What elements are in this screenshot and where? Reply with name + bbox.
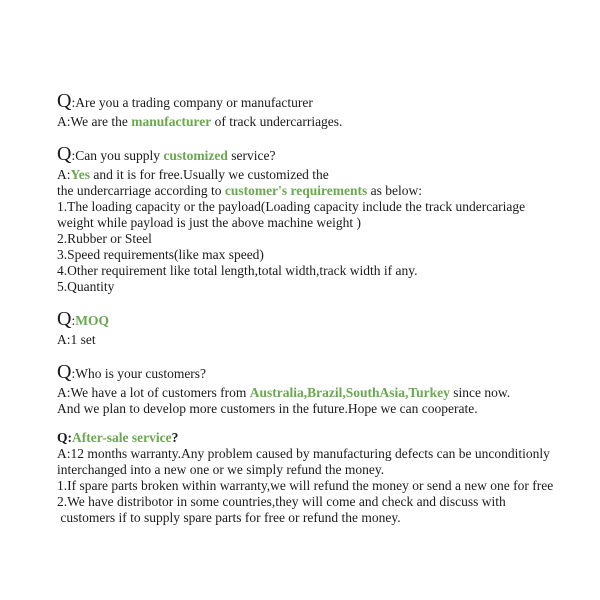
- faq-section: [57, 430, 562, 526]
- big-q-letter: Q: [57, 361, 72, 383]
- faq-answer-line: [57, 478, 562, 494]
- faq-section: [57, 361, 562, 417]
- faq-answer-line: [57, 215, 562, 231]
- faq-answer-line: [57, 231, 562, 247]
- faq-answer-line: [57, 385, 562, 401]
- text-segment: :Who is your customers?: [71, 366, 207, 381]
- text-segment: A:12 months warranty.Any problem caused by manufacturing defects can be unconditionly: [57, 446, 550, 461]
- text-segment: since now.: [449, 385, 511, 400]
- text-segment: and it is for free.Usually we customized the: [90, 167, 329, 182]
- text-segment: customers if to supply spare parts for free or refund the money.: [57, 510, 401, 525]
- faq-question-line: [57, 308, 562, 332]
- highlighted-text: customer's requirements: [224, 183, 368, 198]
- text-segment: the undercarriage according to: [57, 183, 225, 198]
- faq-answer-line: [57, 114, 562, 130]
- text-segment: service?: [227, 148, 276, 163]
- faq-section: [57, 308, 562, 348]
- faq-answer-line: [57, 510, 562, 526]
- faq-answer-line: [57, 446, 562, 462]
- faq-question-line: [57, 430, 562, 446]
- text-segment: A:1 set: [57, 332, 96, 347]
- faq-answer-line: [57, 199, 562, 215]
- faq-question-line: [57, 143, 562, 167]
- faq-answer-line: [57, 332, 562, 348]
- faq-question-line: [57, 90, 562, 114]
- highlighted-text: manufacturer: [131, 114, 212, 129]
- faq-answer-line: [57, 279, 562, 295]
- text-segment: weight while payload is just the above machine weight ): [57, 215, 362, 230]
- text-segment: 1.The loading capacity or the payload(Loading capacity include the track undercariage: [57, 199, 526, 214]
- text-segment: of track undercarriages.: [211, 114, 343, 129]
- faq-section: [57, 143, 562, 295]
- text-segment: interchanged into a new one or we simply refund the money.: [57, 462, 385, 477]
- text-segment: 1.If spare parts broken within warranty,we will refund the money or send a new one for free: [57, 478, 554, 493]
- text-segment: :Can you supply: [71, 148, 164, 163]
- highlighted-text: Australia,Brazil,SouthAsia,Turkey: [249, 385, 450, 400]
- faq-answer-line: [57, 263, 562, 279]
- faq-answer-line: [57, 167, 562, 183]
- highlighted-text: After-sale service: [72, 430, 172, 445]
- faq-answer-line: [57, 247, 562, 263]
- text-segment: A:: [57, 167, 71, 182]
- faq-answer-line: [57, 401, 562, 417]
- text-segment: :: [71, 313, 76, 328]
- text-segment: 5.Quantity: [57, 279, 115, 294]
- text-segment: :Are you a trading company or manufacturer: [71, 95, 313, 110]
- text-segment: And we plan to develop more customers in the future.Hope we can cooperate.: [57, 401, 478, 416]
- bold-text: Q:: [57, 430, 72, 445]
- text-segment: A:We have a lot of customers from: [57, 385, 250, 400]
- big-q-letter: Q: [57, 308, 72, 330]
- highlighted-text: customized: [163, 148, 228, 163]
- text-segment: 3.Speed requirements(like max speed): [57, 247, 264, 262]
- faq-question-line: [57, 361, 562, 385]
- faq-answer-line: [57, 494, 562, 510]
- highlighted-text: MOQ: [75, 313, 109, 328]
- faq-section: [57, 90, 562, 130]
- big-q-letter: Q: [57, 90, 72, 112]
- text-segment: 2.We have distribotor in some countries,they will come and check and discuss with: [57, 494, 506, 509]
- text-segment: 4.Other requirement like total length,total width,track width if any.: [57, 263, 418, 278]
- bold-text: ?: [171, 430, 179, 445]
- text-segment: A:We are the: [57, 114, 132, 129]
- highlighted-text: Yes: [70, 167, 90, 182]
- faq-answer-line: [57, 183, 562, 199]
- text-segment: as below:: [367, 183, 423, 198]
- text-segment: 2.Rubber or Steel: [57, 231, 152, 246]
- faq-list: [57, 90, 562, 526]
- faq-answer-line: [57, 462, 562, 478]
- big-q-letter: Q: [57, 143, 72, 165]
